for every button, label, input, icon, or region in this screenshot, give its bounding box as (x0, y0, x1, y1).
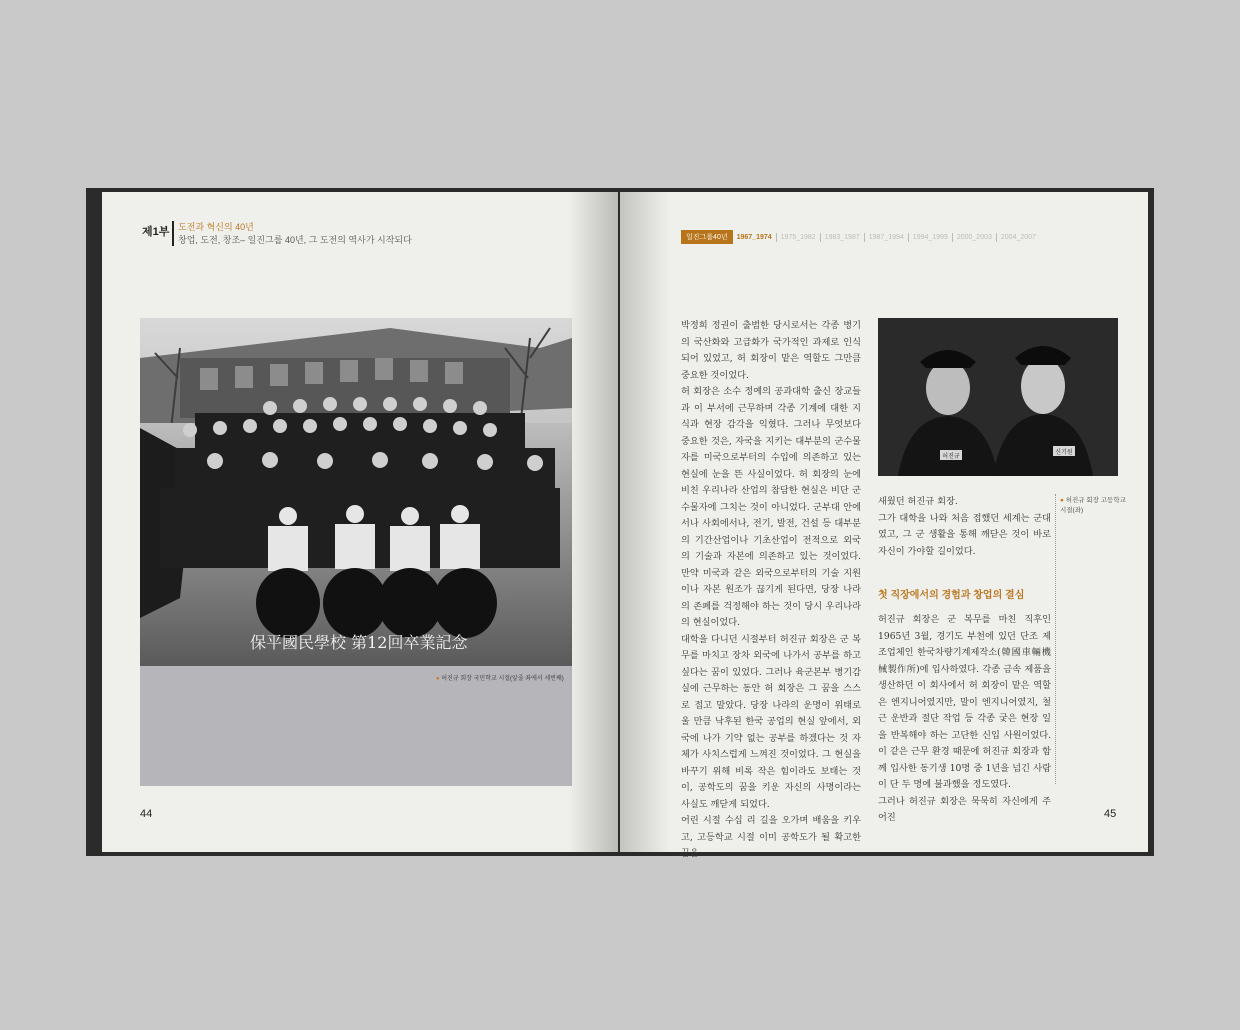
timeline-item: 1967_1974 (736, 233, 772, 241)
photo-caption-text: 허진규 회장 국민학교 시절(앞줄 좌에서 세번째) (441, 676, 564, 682)
paragraph: 대학을 다니던 시절부터 허진규 회장은 군 복무를 마치고 장차 외국에 나가서 공부를 하고 싶다는 꿈이 있었다. 그러나 육군본부 병기감실에 근무하는 동안 허 회장은 그 꿈을 스스로 접고 말았다. 당장 나라의 운명이 위태로울 만큼 낙후된 한국 공업의 현실 앞에서, 외국에 나가 기약 없는 공부를 하겠다는 것 자체가 사치스럽게 느껴진 것이었다. 그 현실을 바꾸기 위해 비록 작은 힘이라도 보태는 것이, 공학도의 꿈을 키운 자신의 사명이라는 사실도 깨닫게 되었다. (681, 633, 861, 810)
photo-inscription: 保平國民學校 第12回卒業記念 (250, 633, 468, 652)
part-label: 제1부 (142, 226, 170, 238)
open-book (86, 188, 1154, 859)
timeline-item: 1987_1994 (864, 233, 908, 242)
right-page (620, 192, 1148, 859)
paragraph: 어린 시절 수십 리 길을 오가며 배움을 키우고, 고등학교 시절 이미 공학도가 될 확고한 꿈을 (681, 815, 861, 859)
part-subtitle: 창업, 도전, 창조– 일진그룹 40년, 그 도전의 역사가 시작되다 (178, 235, 412, 245)
section-heading: 첫 직장에서의 경험과 창업의 결심 (878, 590, 1025, 601)
name-tag-left: 허진규 (942, 453, 960, 460)
body-column-3 (878, 612, 1051, 827)
timeline-item: 2000_2003 (952, 233, 996, 242)
page-number: 44 (140, 808, 153, 820)
portrait-photo (878, 318, 1118, 476)
timeline-item: 1983_1987 (820, 233, 864, 242)
caption-divider (1055, 494, 1056, 784)
timeline-nav (681, 230, 1040, 244)
paragraph: 박정희 정권이 출범한 당시로서는 각종 병기의 국산화와 고급화가 국가적인 과제로 인식되어 있었고, 허 회장이 맡은 역할도 그만큼 중요한 것이었다. (681, 320, 861, 381)
timeline-item: 1994_1999 (908, 233, 952, 242)
photo-caption (436, 673, 564, 682)
part-title: 도전과 혁신의 40년 (178, 222, 254, 232)
gutter-shadow (568, 192, 618, 852)
header-divider (172, 221, 174, 246)
portrait-caption (1060, 496, 1130, 516)
paragraph: 그가 대학을 나와 처음 접했던 세계는 군대였고, 그 군 생활을 통해 깨닫은 것이 바로 자신이 가야할 길이었다. (878, 512, 1051, 557)
left-page (102, 192, 618, 852)
paragraph: 새웠던 허진규 회장. (878, 496, 958, 507)
portrait-caption-text: 허진규 회장 고등학교 시절(좌) (1060, 497, 1126, 514)
paragraph: 허진규 회장은 군 복무를 마친 직후인 1965년 3월, 경기도 부천에 있던 단조 제조업체인 한국차량기계제작소(韓國車輛機械製作所)에 입사하였다. 각종 금속 제품을 생산하던 이 회사에서 허 회장이 맡은 역할은 엔지니어였지만, 말이 엔지니어였지, 철근 운반과 절단 작업 등 각종 궂은 현장 일을 반복해야 하는 고단한 신입 사원이었다. 이 같은 근무 환경 때문에 허진규 회장과 함께 입사한 동기생 10명 중 1년을 넘긴 사람이 단 두 명에 불과했을 정도였다. (878, 614, 1051, 790)
body-column-2 (878, 494, 1051, 560)
page-number: 45 (1104, 808, 1117, 820)
bullet-icon: ● (1060, 497, 1064, 504)
timeline-badge: 일진그룹40년 (681, 230, 733, 244)
graduation-photo (140, 318, 572, 666)
bullet-icon: ● (436, 676, 440, 682)
name-tag-right: 신기원 (1055, 449, 1073, 456)
body-column (681, 318, 861, 863)
paragraph: 그러나 허진규 회장은 묵묵히 자신에게 주어진 (878, 795, 1051, 823)
timeline-item: 2004_2007 (996, 233, 1040, 242)
gutter-shadow (620, 192, 670, 852)
graduation-photo-block (140, 318, 572, 786)
timeline-item: 1975_1982 (776, 233, 820, 242)
paragraph: 허 회장은 소수 정예의 공과대학 출신 장교들과 이 부서에 근무하며 각종 기계에 대한 지식과 현장 감각을 익혔다. 그러나 무엇보다 중요한 것은, 자국을 지키는 대부분의 군수물자를 미국으로부터의 수입에 의존하고 있는 현실에 눈을 뜬 사실이었다. 허 회장의 눈에 비친 우리나라 산업의 참담한 현실은 비단 군수물자에 그치는 것이 아니었다. 군부대 안에서나 사회에서나, 전기, 발전, 건설 등 대부분의 기간산업이나 기초산업이 전적으로 외국의 기술과 자본에 의존하고 있는 것이었다. 만약 미국과 같은 외국으로부터의 기술 지원이나 자본 원조가 끊기게 된다면, 당장 나라의 존폐를 걱정해야 하는 것이 당시 우리나라의 현실이었다. (681, 386, 861, 628)
